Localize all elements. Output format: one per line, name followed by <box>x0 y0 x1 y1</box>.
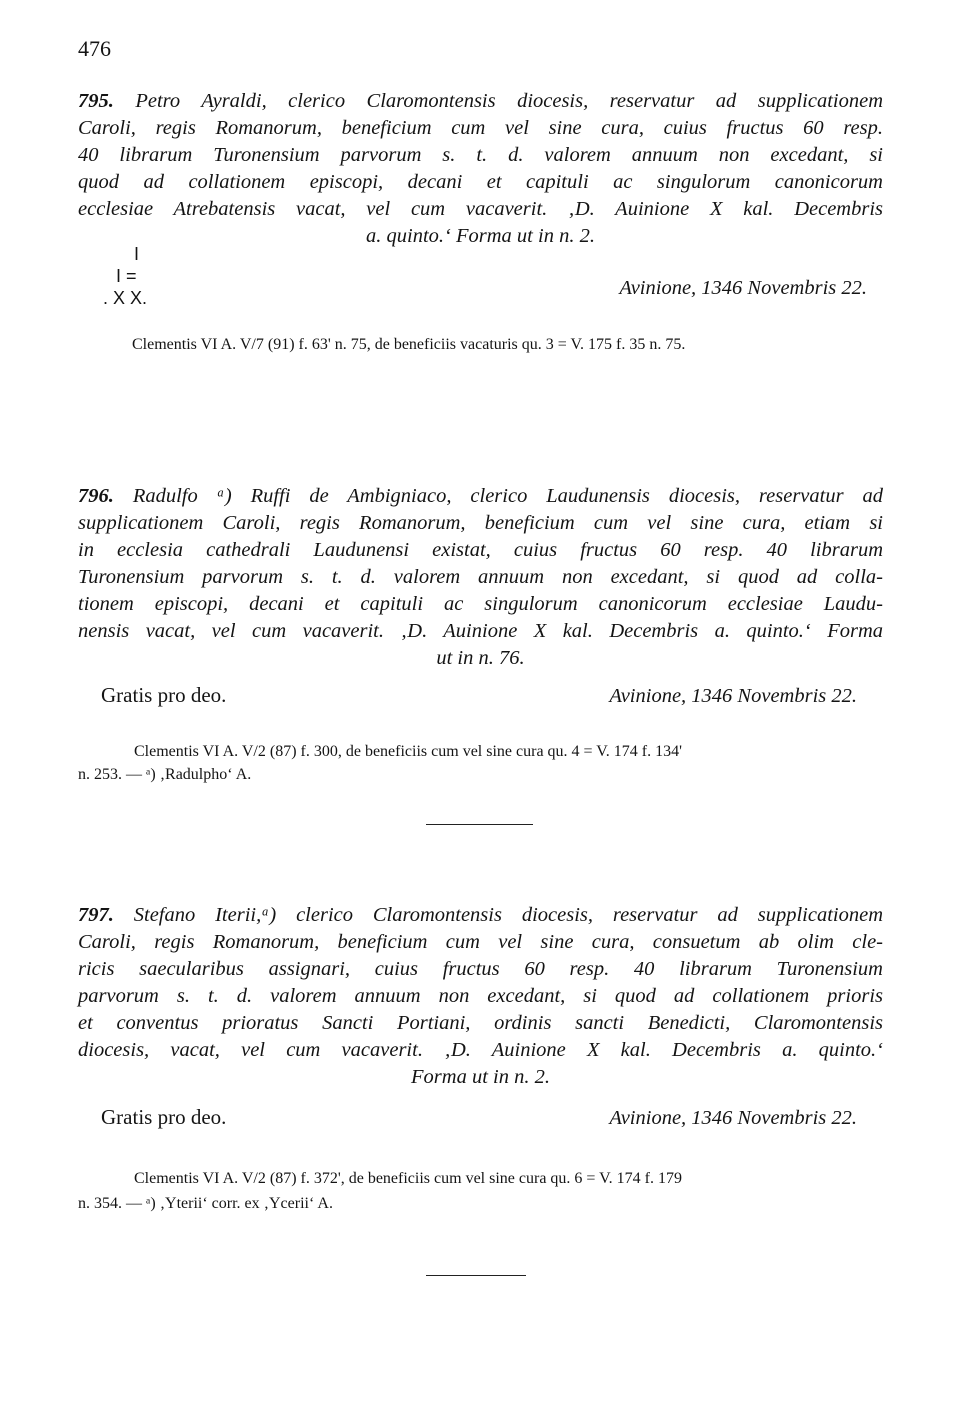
entry-line: Caroli, regis Romanorum, beneficium cum vel sine cura, consuetum ab olim cle- <box>78 931 883 953</box>
entry-line: supplicationem Caroli, regis Romanorum, beneficium cum vel sine cura, etiam si <box>78 512 883 534</box>
entry-line: 40 librarum Turonensium parvorum s. t. d. valorem annuum non excedant, si <box>78 144 883 166</box>
entry-last-line: ut in n. 76. <box>436 647 525 669</box>
section-divider <box>426 1275 526 1276</box>
section-divider <box>426 824 533 825</box>
entry-line: Caroli, regis Romanorum, beneficium cum vel sine cura, cuius fructus 60 resp. <box>78 117 883 139</box>
place-date: Avinione, 1346 Novembris 22. <box>609 685 857 707</box>
entry-line: tionem episcopi, decani et capituli ac singulorum canonicorum ecclesiae Laudu- <box>78 593 883 615</box>
source-note: n. 354. — ᵃ) ‚Yterii‘ corr. ex ‚Ycerii‘ A. <box>78 1195 333 1212</box>
gratis-note: Gratis pro deo. <box>101 683 227 707</box>
entry-line <box>78 483 883 510</box>
entry-line: Turonensium parvorum s. t. d. valorem annuum non excedant, si quod ad colla- <box>78 566 883 588</box>
source-note: Clementis VI A. V/2 (87) f. 372', de beneficiis cum vel sine cura qu. 6 = V. 174 f. 179 <box>134 1170 682 1187</box>
entry-line: ricis saecularibus assignari, cuius fructus 60 resp. 40 librarum Turonensium <box>78 958 883 980</box>
entry-line: diocesis, vacat, vel cum vacaverit. ‚D. Auinione X kal. Decembris a. quinto.‘ <box>78 1039 883 1061</box>
source-note: Clementis VI A. V/2 (87) f. 300, de beneficiis cum vel sine cura qu. 4 = V. 174 f. 134' <box>134 743 682 760</box>
entry-text: Radulfo ᵃ) Ruffi de Ambigniaco, clerico Laudunensis diocesis, reservatur ad <box>132 485 883 507</box>
entry-last-line: a. quinto.‘ Forma ut in n. 2. <box>366 225 595 247</box>
place-date: Avinione, 1346 Novembris 22. <box>619 277 867 299</box>
entry-line: nensis vacat, vel cum vacaverit. ‚D. Auinione X kal. Decembris a. quinto.‘ Forma <box>78 620 883 642</box>
entry-line <box>78 902 883 929</box>
entry-line: in ecclesia cathedrali Laudunensi existat, cuius fructus 60 resp. 40 librarum <box>78 539 883 561</box>
source-note: Clementis VI A. V/7 (91) f. 63' n. 75, de beneficiis vacaturis qu. 3 = V. 175 f. 35 n. 75. <box>132 336 686 353</box>
entry-line: parvorum s. t. d. valorem annuum non excedant, si quod ad collationem prioris <box>78 985 883 1007</box>
marginal-mark: I <box>134 244 140 264</box>
source-note: n. 253. — ᵃ) ‚Radulpho‘ A. <box>78 766 252 783</box>
entry-number: 795. <box>78 90 114 112</box>
gratis-note: Gratis pro deo. <box>101 1105 227 1129</box>
entry-last-line: Forma ut in n. 2. <box>411 1066 550 1088</box>
marginal-mark: . X X. <box>103 288 148 308</box>
place-date: Avinione, 1346 Novembris 22. <box>609 1107 857 1129</box>
entry-line: quod ad collationem episcopi, decani et capituli ac singulorum canonicorum <box>78 171 883 193</box>
entry-line <box>78 88 883 115</box>
page-number: 476 <box>78 36 111 61</box>
entry-number: 796. <box>78 485 114 507</box>
entry-number: 797. <box>78 904 114 926</box>
entry-line: ecclesiae Atrebatensis vacat, vel cum vacaverit. ‚D. Auinione X kal. Decembris <box>78 198 883 220</box>
entry-text: Petro Ayraldi, clerico Claromontensis diocesis, reservatur ad supplicationem <box>135 90 884 112</box>
entry-line: et conventus prioratus Sancti Portiani, ordinis sancti Benedicti, Claromontensis <box>78 1012 883 1034</box>
marginal-mark: I = <box>116 266 137 286</box>
entry-text: Stefano Iterii,ᵃ) clerico Claromontensis diocesis, reservatur ad supplicationem <box>133 904 883 926</box>
